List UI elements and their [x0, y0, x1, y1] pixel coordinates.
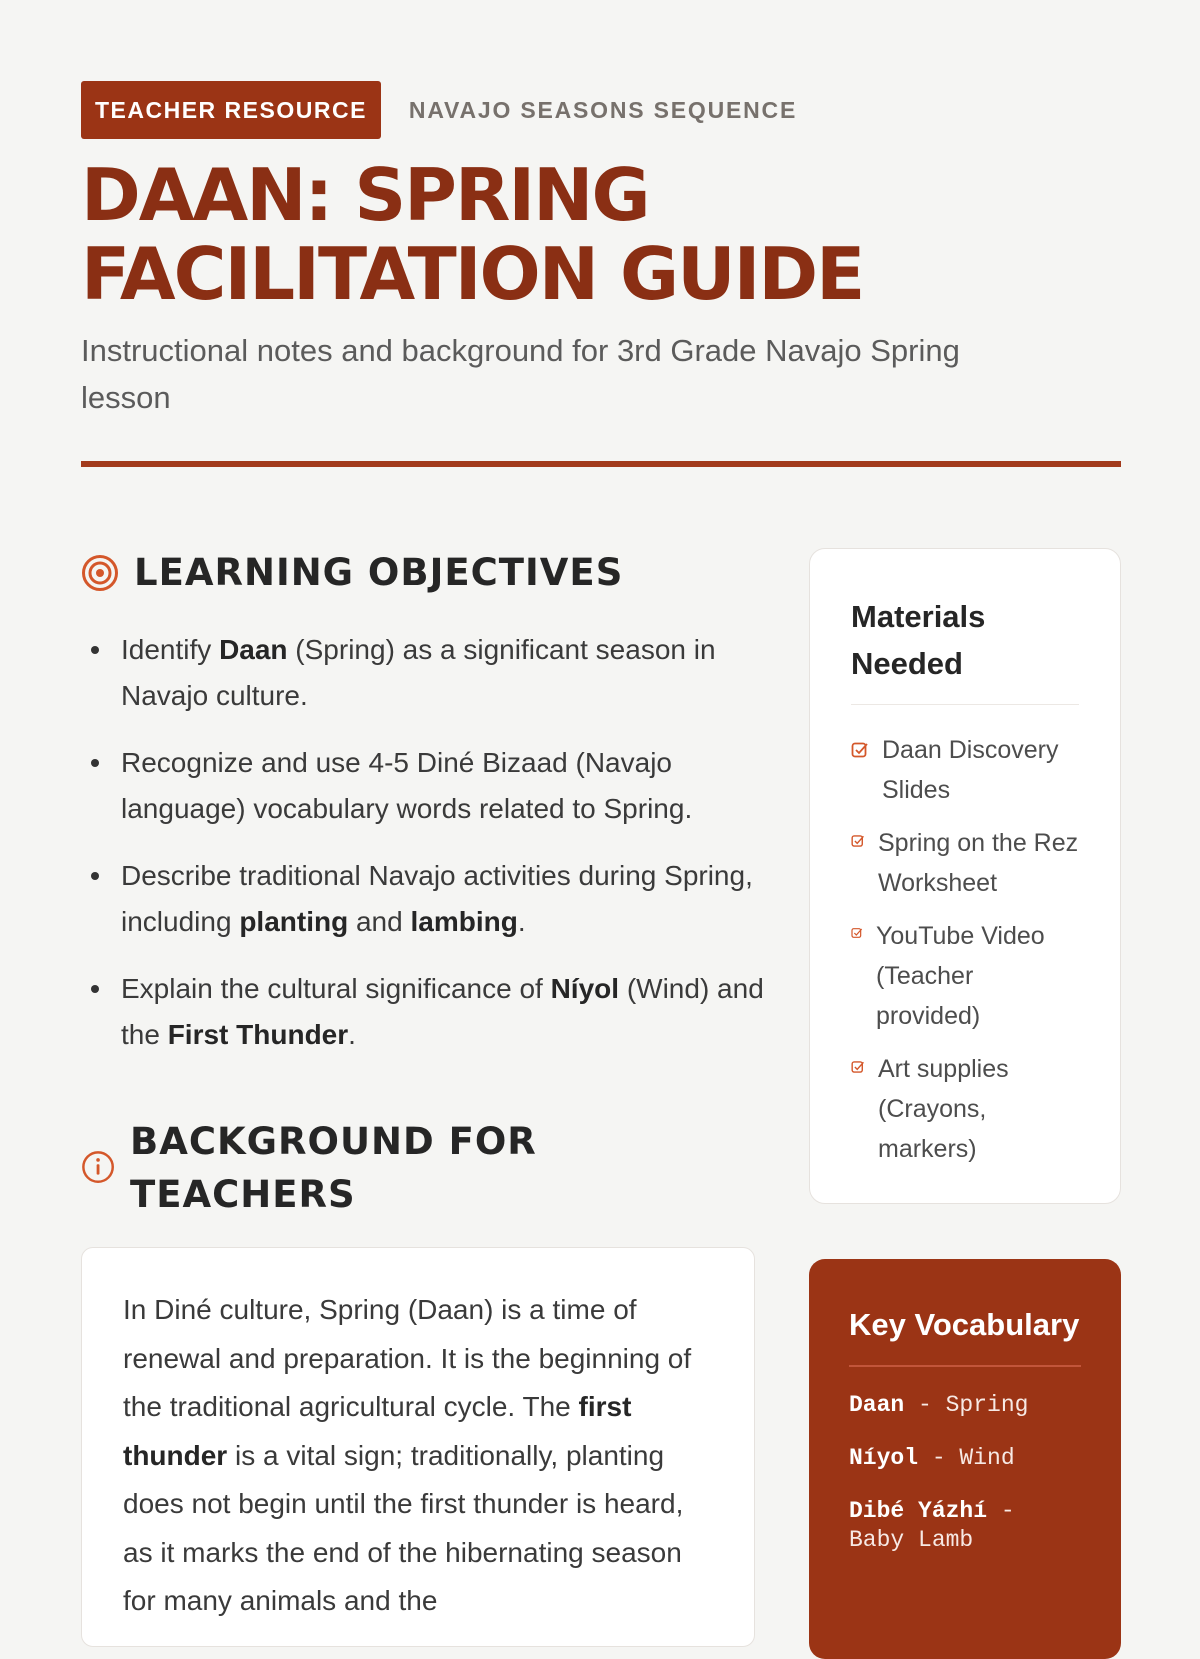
materials-divider [851, 704, 1079, 705]
list-item: Daan Discovery Slides [851, 730, 1079, 810]
page-title [81, 153, 1121, 316]
title-line-1: DAAN: SPRING [81, 153, 649, 237]
checkbox-icon [851, 834, 865, 848]
resource-badge: TEACHER RESOURCE [81, 81, 381, 139]
list-item: YouTube Video (Teacher provided) [851, 916, 1079, 1036]
background-title: BACKGROUND FOR TEACHERS [130, 1120, 537, 1216]
target-icon [81, 554, 119, 592]
vocab-item: Níyol - Wind [849, 1445, 1015, 1471]
objectives-list [81, 627, 771, 1079]
guide-page [81, 0, 1121, 1616]
title-line-2: FACILITATION GUIDE [81, 232, 864, 316]
checkbox-icon [851, 1060, 865, 1074]
background-card [81, 1247, 755, 1647]
list-item: Identify Daan (Spring) as a significant season in Navajo culture. [81, 627, 771, 719]
materials-list [851, 730, 1079, 1169]
list-item: Spring on the Rez Worksheet [851, 823, 1079, 903]
series-label: NAVAJO SEASONS SEQUENCE [408, 96, 798, 123]
background-text: In Diné culture, Spring (Daan) is a time of renewal and preparation. It is the beginning of the traditional agricultural cycle. The first thunder is a vital sign; traditionally, planting does not begin until the first thunder is heard, as it marks the end of the hibernating season for many animals and the [123, 1294, 692, 1616]
list-item: Describe traditional Navajo activities during Spring, including planting and lambing. [81, 853, 771, 945]
vocab-item: Dibé Yázhí - Baby Lamb [849, 1498, 1015, 1553]
vocabulary-card [809, 1259, 1121, 1659]
info-icon [81, 1150, 117, 1186]
materials-title: Materials Needed [851, 599, 986, 681]
header-divider [81, 461, 1121, 467]
objectives-title: LEARNING OBJECTIVES [134, 551, 624, 594]
checkbox-icon [851, 927, 863, 939]
materials-card [809, 548, 1121, 1204]
list-item: Art supplies (Crayons, markers) [851, 1049, 1079, 1169]
vocab-item: Daan - Spring [849, 1392, 1029, 1418]
objectives-heading [81, 546, 623, 599]
list-item: Recognize and use 4-5 Diné Bizaad (Navajo language) vocabulary words related to Spring. [81, 740, 771, 832]
vocabulary-title: Key Vocabulary [849, 1307, 1080, 1342]
page-subtitle: Instructional notes and background for 3rd Grade Navajo Spring lesson [81, 333, 960, 415]
vocabulary-divider [849, 1365, 1081, 1367]
header-tags [81, 81, 797, 139]
list-item: Explain the cultural significance of Níyol (Wind) and the First Thunder. [81, 966, 771, 1058]
background-heading [81, 1115, 641, 1221]
checkbox-icon [851, 741, 869, 759]
